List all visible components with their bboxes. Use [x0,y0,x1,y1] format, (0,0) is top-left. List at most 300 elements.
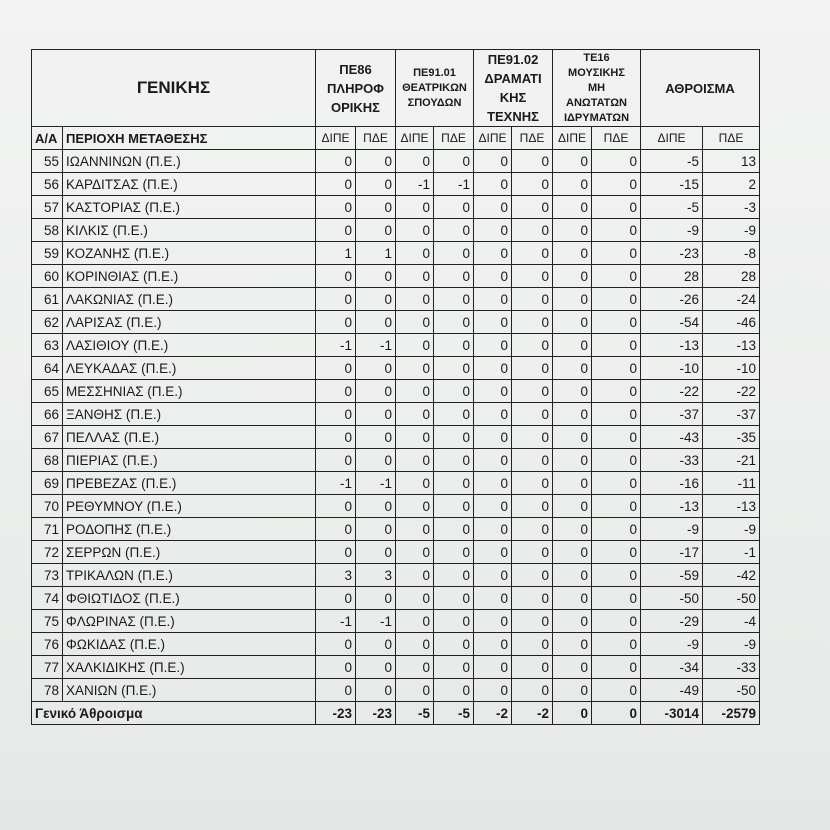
row-value: 0 [316,656,356,679]
row-value: 0 [396,219,434,242]
row-value: 0 [553,357,592,380]
row-value: 0 [512,334,553,357]
row-number: 74 [32,587,63,610]
row-value: -1 [434,173,474,196]
row-value: 0 [396,334,434,357]
row-value: 0 [474,679,512,702]
row-value: -43 [641,426,703,449]
row-value: 0 [434,633,474,656]
row-value: -54 [641,311,703,334]
row-value: 0 [474,518,512,541]
row-value: 0 [396,633,434,656]
row-value: 0 [356,265,396,288]
row-value: -34 [641,656,703,679]
row-value: 0 [396,518,434,541]
row-value: 0 [553,196,592,219]
row-value: 0 [512,403,553,426]
row-value: -9 [641,219,703,242]
row-value: 0 [592,311,641,334]
row-area: ΣΕΡΡΩΝ (Π.Ε.) [63,541,316,564]
col-group-pe9101 [396,50,474,127]
col-group-pe9102 [474,50,553,127]
row-value: -1 [703,541,760,564]
row-value: 0 [434,449,474,472]
row-value: 0 [474,150,512,173]
row-value: -37 [703,403,760,426]
row-value: 0 [396,679,434,702]
col-group-line: ΤΕ16 [583,51,610,64]
row-area: ΛΑΣΙΘΙΟΥ (Π.Ε.) [63,334,316,357]
row-value: 0 [592,472,641,495]
row-value: 2 [703,173,760,196]
row-value: 0 [474,426,512,449]
row-value: 0 [356,403,396,426]
row-value: 0 [592,495,641,518]
table-row [32,633,760,656]
col-group-line: ΔΡΑΜΑΤΙ [484,71,542,86]
row-value: 0 [592,380,641,403]
row-value: 0 [512,472,553,495]
row-value: 0 [592,426,641,449]
col-group-line: ΚΗΣ [499,90,527,105]
sub-pde: ΠΔΕ [434,127,474,150]
row-value: -1 [356,334,396,357]
total-cell: -2 [512,702,553,725]
row-value: -9 [641,518,703,541]
row-value: 0 [474,219,512,242]
row-value: 0 [434,288,474,311]
row-number: 57 [32,196,63,219]
row-value: 0 [474,610,512,633]
row-value: 0 [553,656,592,679]
col-group-line: ΜΗ [587,81,606,94]
row-value: 0 [512,587,553,610]
row-value: 0 [396,380,434,403]
subheader-row [32,127,760,150]
row-value: 0 [592,403,641,426]
row-value: 0 [396,656,434,679]
row-value: -13 [703,495,760,518]
row-value: -16 [641,472,703,495]
row-value: 0 [474,656,512,679]
row-value: 0 [592,633,641,656]
row-value: 0 [316,265,356,288]
row-number: 72 [32,541,63,564]
total-cell: -5 [434,702,474,725]
table-row [32,288,760,311]
row-value: -9 [703,219,760,242]
row-value: 0 [316,357,356,380]
sub-dipe: ΔΙΠΕ [553,127,592,150]
row-value: -9 [641,633,703,656]
row-value: 0 [512,288,553,311]
row-area: ΡΟΔΟΠΗΣ (Π.Ε.) [63,518,316,541]
col-group-sum: ΑΘΡΟΙΣΜΑ [641,50,760,127]
row-value: 0 [553,679,592,702]
row-value: 0 [553,380,592,403]
sub-dipe: ΔΙΠΕ [396,127,434,150]
row-value: 0 [356,196,396,219]
table-row [32,564,760,587]
row-value: 28 [641,265,703,288]
table-row [32,311,760,334]
row-value: 0 [356,311,396,334]
row-value: 0 [553,564,592,587]
table-row [32,679,760,702]
row-number: 56 [32,173,63,196]
row-value: 3 [356,564,396,587]
row-value: 0 [356,679,396,702]
row-value: -50 [641,587,703,610]
row-value: 0 [553,472,592,495]
col-group-line: ΜΟΥΣΙΚΗΣ [568,66,625,79]
col-group-line: ΣΠΟΥΔΩΝ [407,96,462,109]
row-area: ΡΕΘΥΜΝΟΥ (Π.Ε.) [63,495,316,518]
row-value: 0 [316,518,356,541]
row-value: 0 [592,242,641,265]
row-value: -59 [641,564,703,587]
row-value: 0 [512,173,553,196]
row-value: 0 [316,311,356,334]
table-row [32,587,760,610]
row-value: 0 [356,288,396,311]
row-value: 0 [474,495,512,518]
row-value: 0 [434,311,474,334]
table-row [32,357,760,380]
row-value: 0 [396,242,434,265]
total-cell: -2 [474,702,512,725]
row-value: -1 [316,472,356,495]
table-row [32,472,760,495]
row-number: 75 [32,610,63,633]
row-value: 0 [316,380,356,403]
table-row [32,426,760,449]
row-area: ΠΙΕΡΙΑΣ (Π.Ε.) [63,449,316,472]
table-row [32,541,760,564]
row-value: 0 [512,219,553,242]
row-value: 0 [396,449,434,472]
row-value: -1 [356,472,396,495]
row-value: 0 [434,426,474,449]
row-value: -50 [703,587,760,610]
row-area: ΙΩΑΝΝΙΝΩΝ (Π.Ε.) [63,150,316,173]
row-value: 0 [553,219,592,242]
row-value: 0 [396,150,434,173]
row-value: 0 [553,150,592,173]
sub-pde: ΠΔΕ [703,127,760,150]
row-number: 67 [32,426,63,449]
row-value: 0 [434,380,474,403]
row-value: 0 [434,587,474,610]
sub-dipe: ΔΙΠΕ [474,127,512,150]
row-value: 0 [356,150,396,173]
row-value: 0 [434,357,474,380]
row-value: -5 [641,196,703,219]
row-value: 0 [396,564,434,587]
col-group-pe86 [316,50,396,127]
row-value: 0 [434,403,474,426]
row-value: -33 [641,449,703,472]
row-number: 77 [32,656,63,679]
row-value: 0 [592,196,641,219]
row-value: 0 [553,173,592,196]
row-value: 0 [474,403,512,426]
row-value: 0 [356,656,396,679]
row-value: 0 [434,679,474,702]
row-value: -4 [703,610,760,633]
row-value: 0 [434,242,474,265]
row-number: 66 [32,403,63,426]
row-area: ΧΑΝΙΩΝ (Π.Ε.) [63,679,316,702]
row-value: 0 [434,219,474,242]
row-value: 0 [553,242,592,265]
row-value: 0 [512,656,553,679]
row-area: ΛΑΚΩΝΙΑΣ (Π.Ε.) [63,288,316,311]
row-value: 0 [434,518,474,541]
row-value: -33 [703,656,760,679]
row-number: 62 [32,311,63,334]
row-value: 0 [316,196,356,219]
row-value: -24 [703,288,760,311]
row-value: 0 [512,610,553,633]
col-group-line: ΑΝΩΤΑΤΩΝ [566,96,627,109]
total-cell: 0 [592,702,641,725]
row-value: 0 [474,564,512,587]
row-value: 0 [356,633,396,656]
row-value: 0 [474,633,512,656]
col-group-line: ΠΛΗΡΟΦ [327,80,384,96]
row-area: ΞΑΝΘΗΣ (Π.Ε.) [63,403,316,426]
row-value: 0 [396,541,434,564]
row-value: 0 [474,357,512,380]
row-area: ΧΑΛΚΙΔΙΚΗΣ (Π.Ε.) [63,656,316,679]
row-value: 0 [512,311,553,334]
row-value: 28 [703,265,760,288]
row-number: 60 [32,265,63,288]
table-row [32,518,760,541]
row-value: 0 [592,518,641,541]
row-value: 0 [434,564,474,587]
row-value: 0 [474,311,512,334]
row-number: 61 [32,288,63,311]
row-value: 13 [703,150,760,173]
row-value: 0 [316,587,356,610]
row-value: 0 [356,449,396,472]
row-value: 0 [474,472,512,495]
row-number: 68 [32,449,63,472]
row-number: 69 [32,472,63,495]
row-value: 0 [512,564,553,587]
row-value: 0 [356,495,396,518]
table-row [32,196,760,219]
row-value: 0 [592,587,641,610]
row-value: 0 [434,196,474,219]
table-body [32,150,760,702]
row-value: -22 [641,380,703,403]
row-value: -46 [703,311,760,334]
row-value: 0 [356,426,396,449]
row-value: 0 [396,587,434,610]
table-title: ΓΕΝΙΚΗΣ [32,50,316,127]
col-group-line: ΙΔΡΥΜΑΤΩΝ [563,111,630,124]
row-value: -50 [703,679,760,702]
row-value: 0 [356,518,396,541]
row-value: -26 [641,288,703,311]
col-group-te16 [553,50,641,127]
col-group-line: ΠΕ86 [339,61,372,77]
row-value: 0 [553,610,592,633]
row-value: 0 [512,265,553,288]
total-cell: -5 [396,702,434,725]
row-value: 0 [592,219,641,242]
row-value: 0 [474,288,512,311]
row-value: 0 [434,495,474,518]
row-value: -37 [641,403,703,426]
row-value: 0 [396,495,434,518]
row-value: 0 [316,150,356,173]
row-value: 0 [316,426,356,449]
row-value: 0 [592,288,641,311]
sub-pde: ΠΔΕ [356,127,396,150]
row-value: 0 [553,495,592,518]
row-value: 0 [434,334,474,357]
row-number: 59 [32,242,63,265]
row-value: 0 [553,633,592,656]
row-value: -3 [703,196,760,219]
total-cell: -23 [316,702,356,725]
row-value: 0 [316,403,356,426]
row-value: 0 [553,334,592,357]
row-value: 0 [592,173,641,196]
row-value: 0 [474,173,512,196]
row-number: 58 [32,219,63,242]
row-value: 0 [512,357,553,380]
header-row [32,50,760,127]
row-value: -5 [641,150,703,173]
row-value: 0 [356,380,396,403]
row-area: ΚΟΖΑΝΗΣ (Π.Ε.) [63,242,316,265]
row-value: -13 [703,334,760,357]
row-value: -11 [703,472,760,495]
col-group-line: ΘΕΑΤΡΙΚΩΝ [402,81,467,94]
row-value: -8 [703,242,760,265]
row-value: 0 [512,518,553,541]
row-value: 0 [512,196,553,219]
transfer-table [31,49,760,725]
row-area: ΜΕΣΣΗΝΙΑΣ (Π.Ε.) [63,380,316,403]
table-row [32,334,760,357]
row-value: -13 [641,334,703,357]
row-area: ΚΟΡΙΝΘΙΑΣ (Π.Ε.) [63,265,316,288]
row-value: 0 [474,587,512,610]
col-group-line: ΟΡΙΚΗΣ [331,99,380,115]
total-cell: -2579 [703,702,760,725]
row-value: -9 [703,633,760,656]
row-value: 0 [396,610,434,633]
table-row [32,610,760,633]
total-label: Γενικό Άθροισμα [32,702,316,725]
row-value: 0 [316,495,356,518]
row-area: ΦΛΩΡΙΝΑΣ (Π.Ε.) [63,610,316,633]
row-value: -22 [703,380,760,403]
row-value: 0 [356,219,396,242]
row-value: -17 [641,541,703,564]
row-area: ΤΡΙΚΑΛΩΝ (Π.Ε.) [63,564,316,587]
row-value: 0 [592,265,641,288]
row-value: -1 [316,334,356,357]
row-value: -15 [641,173,703,196]
row-value: 0 [316,288,356,311]
row-value: 0 [474,242,512,265]
row-value: 0 [512,495,553,518]
row-value: 0 [512,449,553,472]
row-value: 0 [356,357,396,380]
row-area: ΛΑΡΙΣΑΣ (Π.Ε.) [63,311,316,334]
row-value: -10 [703,357,760,380]
row-value: 0 [356,173,396,196]
row-value: -42 [703,564,760,587]
row-value: 0 [512,242,553,265]
row-area: ΠΕΛΛΑΣ (Π.Ε.) [63,426,316,449]
row-value: 0 [592,564,641,587]
row-value: -10 [641,357,703,380]
row-area: ΦΘΙΩΤΙΔΟΣ (Π.Ε.) [63,587,316,610]
row-value: 0 [474,380,512,403]
row-value: 0 [316,219,356,242]
sub-pde: ΠΔΕ [512,127,553,150]
total-cell: -3014 [641,702,703,725]
row-value: 0 [512,633,553,656]
row-value: 0 [434,265,474,288]
row-value: 0 [553,265,592,288]
row-value: 0 [592,610,641,633]
table-row [32,265,760,288]
row-value: 0 [553,518,592,541]
row-value: 0 [434,541,474,564]
row-value: 0 [474,334,512,357]
row-value: 0 [553,541,592,564]
row-value: 0 [474,541,512,564]
row-value: 0 [553,587,592,610]
table-row [32,449,760,472]
row-area: ΛΕΥΚΑΔΑΣ (Π.Ε.) [63,357,316,380]
row-number: 70 [32,495,63,518]
row-value: 0 [396,403,434,426]
row-value: -49 [641,679,703,702]
row-value: 0 [553,288,592,311]
row-value: 0 [396,426,434,449]
row-value: 0 [396,357,434,380]
row-value: 0 [592,150,641,173]
row-number: 78 [32,679,63,702]
row-value: 0 [553,449,592,472]
row-value: 0 [512,150,553,173]
row-value: 0 [356,587,396,610]
aa-header: Α/Α [32,127,63,150]
row-value: 0 [474,265,512,288]
row-value: 0 [553,311,592,334]
row-value: 0 [316,679,356,702]
table-row [32,242,760,265]
row-value: 0 [512,679,553,702]
row-value: 0 [396,311,434,334]
row-value: 3 [316,564,356,587]
row-number: 55 [32,150,63,173]
table-row [32,380,760,403]
total-row [32,702,760,725]
sub-pde: ΠΔΕ [592,127,641,150]
row-area: ΚΙΛΚΙΣ (Π.Ε.) [63,219,316,242]
